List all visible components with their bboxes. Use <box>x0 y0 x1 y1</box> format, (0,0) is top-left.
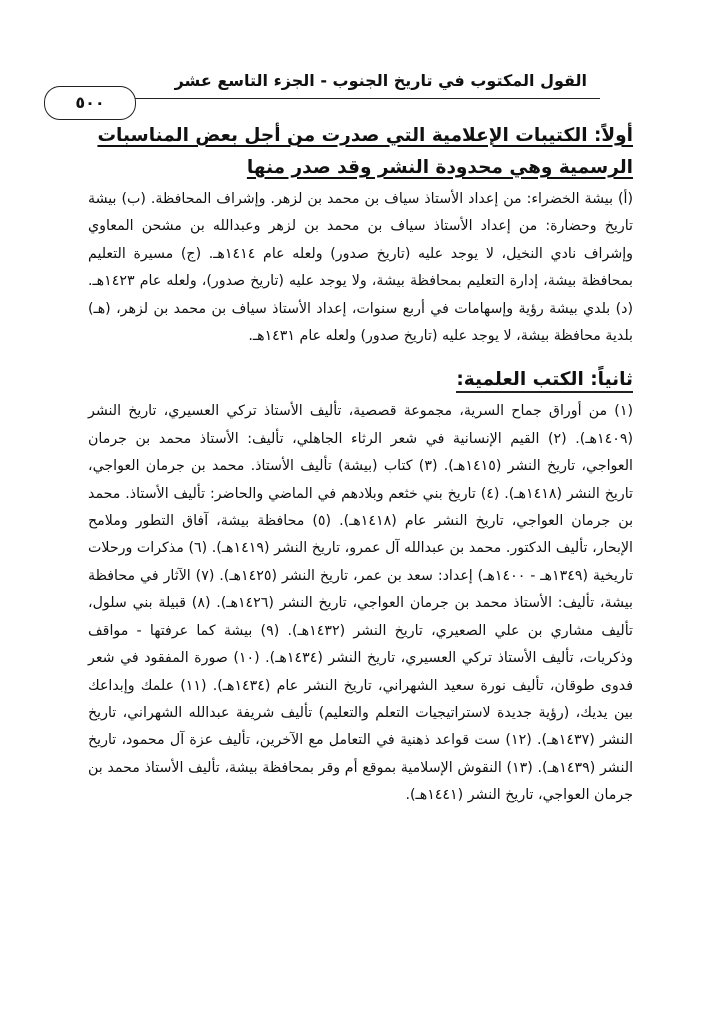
section-2-heading <box>88 364 633 396</box>
section-1-heading: أولاً: الكتيبات الإعلامية التي صدرت من أجل بعض المناسبات الرسمية وهي محدودة النشر وقد صدر منها <box>97 125 633 178</box>
page-content <box>88 120 633 810</box>
section-2-text: (١) من أوراق جماح السرية، مجموعة قصصية، تأليف الأستاذ تركي العسيري، تاريخ النشر (١٤٠٩هـ). (٢) القيم الإنسانية في شعر الرثاء الجاهلي، تأليف: الأستاذ محمد بن جرمان العواجي، تاريخ النشر (١٤١٥هـ). (٣) كتاب (بيشة) تأليف الأستاذ. محمد بن جرمان العواجي، تاريخ النشر (١٤١٨هـ). (٤) تاريخ بني خثعم وبلادهم في الماضي والحاضر: تأليف الأستاذ. محمد بن جرمان العواجي، تاريخ النشر عام (١٤١٨هـ). (٥) محافظة بيشة، آفاق التطور وملامح الإبحار، تأليف الدكتور. محمد بن عبدالله آل عمرو، تاريخ النشر (١٤١٩هـ). (٦) مذكرات ورحلات تاريخية (١٣٤٩هـ - ١٤٠٠هـ) إعداد: سعد بن عمر، تاريخ النشر (١٤٢٥هـ). (٧) الآثار في محافظة بيشة، تأليف: الأستاذ محمد بن جرمان العواجي، تاريخ النشر (١٤٢٦هـ). (٨) قبيلة بني سلول، تأليف مشاري بن علي الصعيري، تاريخ النشر (١٤٣٢هـ). (٩) بيشة كما عرفتها - مواقف وذكريات، تأليف الأستاذ تركي العسيري، تاريخ النشر (١٤٣٤هـ). (١٠) صورة المفقود في شعر فدوى طوقان، تأليف نورة سعيد الشهراني، تاريخ النشر عام (١٤٣٤هـ). (١١) علمك وإبداعك بين يديك، (رؤية جديدة لاستراتيجيات التعلم والتعليم) تأليف شريفة عبدالله الشهراني، تاريخ النشر (١٤٣٧هـ). (١٢) ست قواعد ذهنية في التعامل مع الآخرين، تأليف عزة آل محمود، تاريخ النشر (١٤٣٩هـ). (١٣) النقوش الإسلامية بموقع أم وقر بمحافظة بيشة، تأليف الأستاذ محمد بن جرمان العواجي، تاريخ النشر (١٤٤١هـ). <box>88 403 634 804</box>
section-1-text: (أ) بيشة الخضراء: من إعداد الأستاذ سياف بن محمد بن لزهر. وإشراف المحافظة. (ب) بيشة تاريخ وحضارة: من إعداد الأستاذ سياف بن محمد بن لزهر وعبدالله بن مشحن المعاوي وإشراف نادي النخيل، لا يوجد عليه (تاريخ صدور) ولعله عام ١٤١٤هـ. (ج) مسيرة التعليم بمحافظة بيشة، إدارة التعليم بمحافظة بيشة، ولا يوجد عليه (تاريخ صدور)، ولعله عام ١٤٢٣هـ. (د) بلدي بيشة رؤية وإسهامات في أربع سنوات، إعداد الأستاذ سياف بن محمد بن لزهر، (هـ) بلدية محافظة بيشة، لا يوجد عليه (تاريخ صدور) ولعله عام ١٤٣١هـ. <box>88 191 634 345</box>
section-2-heading-text: ثانياً: الكتب العلمية: <box>456 369 633 393</box>
running-header-title: القول المكتوب في تاريخ الجنوب - الجزء التاسع عشر <box>174 71 587 90</box>
page-number: ٥٠٠ <box>44 86 136 120</box>
header-rule <box>80 98 600 99</box>
